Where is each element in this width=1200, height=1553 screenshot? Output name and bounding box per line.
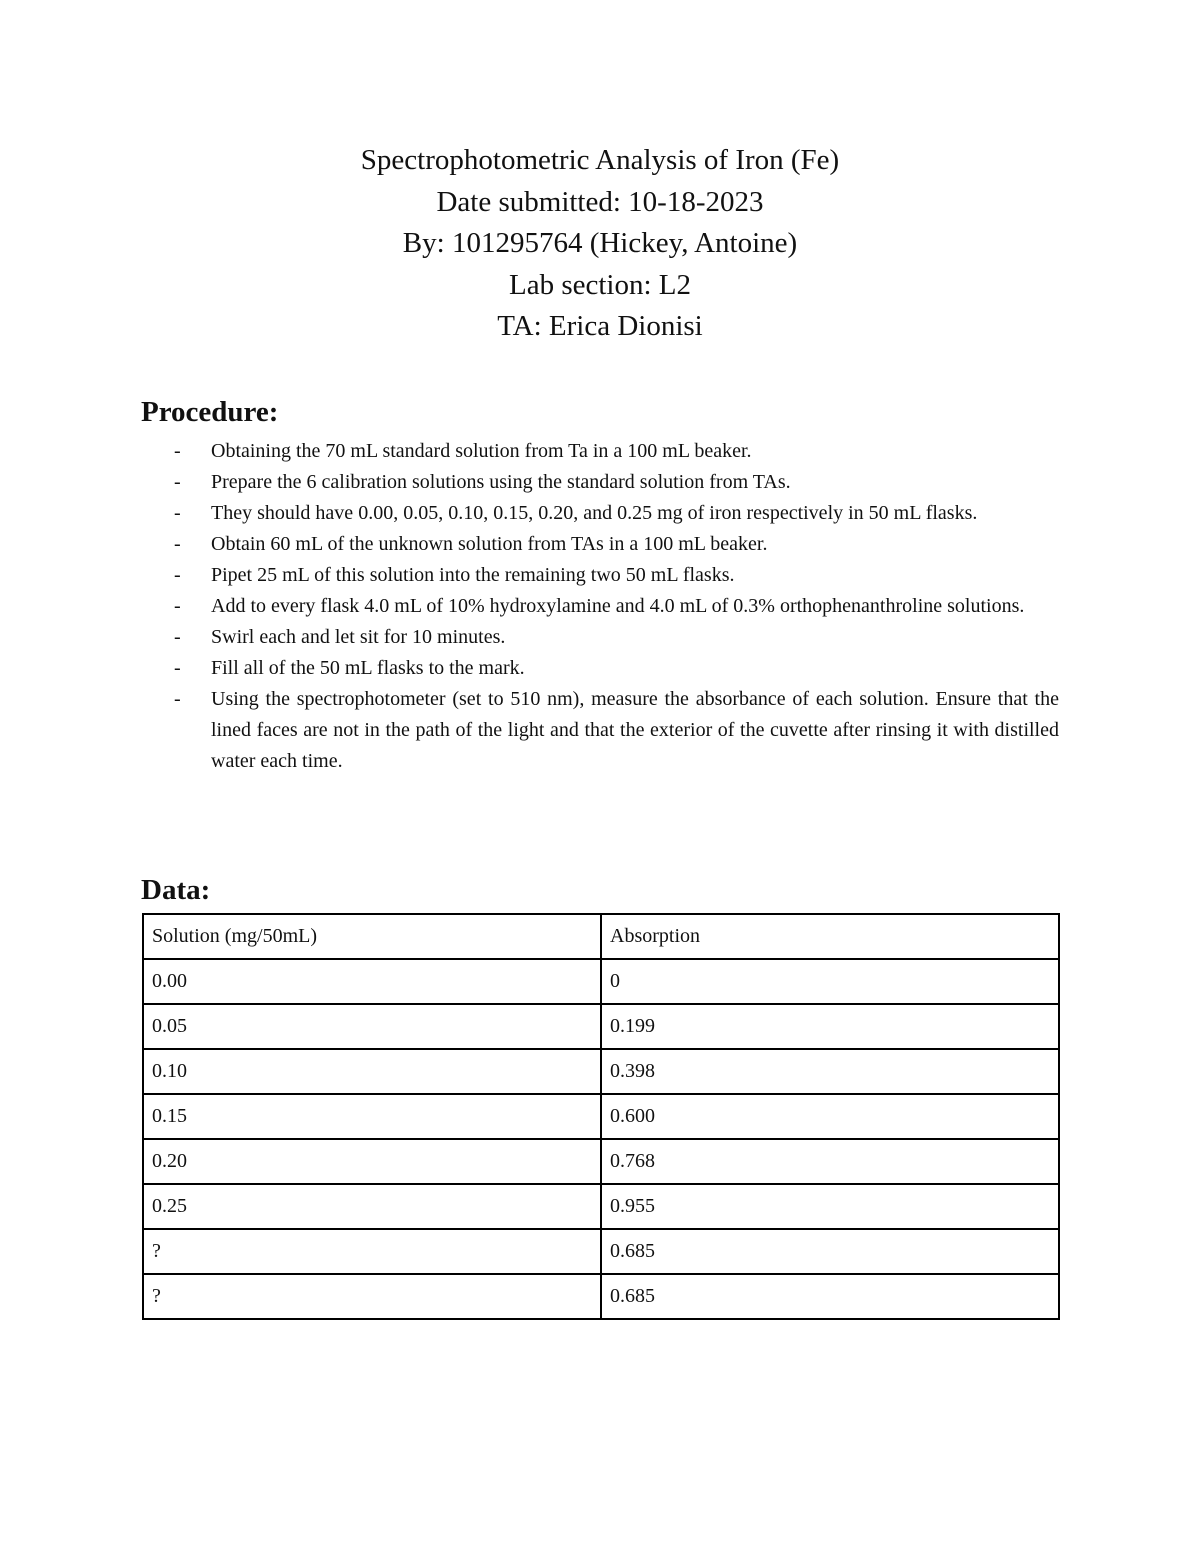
procedure-step	[174, 436, 1059, 467]
procedure-step-text: Add to every flask 4.0 mL of 10% hydroxylamine and 4.0 mL of 0.3% orthophenanthroline solutions.	[211, 595, 1025, 617]
document-title: Spectrophotometric Analysis of Iron (Fe)	[360, 144, 840, 176]
data-heading: Data:	[141, 874, 211, 906]
bullet-dash: -	[174, 657, 181, 679]
data-table	[142, 913, 1060, 1320]
table-row	[143, 1184, 1059, 1229]
ta-line: TA: Erica Dionisi	[497, 310, 703, 342]
absorption-cell: 0.600	[601, 1094, 1059, 1139]
absorption-cell: 0.685	[601, 1274, 1059, 1319]
solution-cell: 0.25	[143, 1184, 601, 1229]
table-row	[143, 1094, 1059, 1139]
absorption-cell: 0.768	[601, 1139, 1059, 1184]
absorption-cell: 0.398	[601, 1049, 1059, 1094]
table-row	[143, 1049, 1059, 1094]
procedure-step	[174, 591, 1059, 622]
bullet-dash: -	[174, 471, 181, 493]
column-header-solution: Solution (mg/50mL)	[143, 914, 601, 959]
procedure-step	[174, 684, 1059, 777]
solution-cell: 0.10	[143, 1049, 601, 1094]
bullet-dash: -	[174, 595, 181, 617]
absorption-cell: 0.685	[601, 1229, 1059, 1274]
table-row	[143, 1229, 1059, 1274]
bullet-dash: -	[174, 502, 181, 524]
solution-cell: 0.15	[143, 1094, 601, 1139]
procedure-step	[174, 622, 1059, 653]
procedure-step-text: Pipet 25 mL of this solution into the remaining two 50 mL flasks.	[211, 564, 735, 586]
solution-cell: 0.05	[143, 1004, 601, 1049]
table-row	[143, 1004, 1059, 1049]
procedure-step	[174, 467, 1059, 498]
procedure-step-text: Obtain 60 mL of the unknown solution from TAs in a 100 mL beaker.	[211, 533, 768, 555]
table-row	[143, 959, 1059, 1004]
document-header	[0, 140, 1200, 348]
lab-section-line: Lab section: L2	[508, 268, 691, 301]
solution-cell: 0.20	[143, 1139, 601, 1184]
absorption-cell: 0	[601, 959, 1059, 1004]
table-row	[143, 1274, 1059, 1319]
absorption-cell: 0.199	[601, 1004, 1059, 1049]
procedure-step	[174, 653, 1059, 684]
solution-cell: ?	[143, 1229, 601, 1274]
bullet-dash: -	[174, 440, 181, 462]
absorption-cell: 0.955	[601, 1184, 1059, 1229]
procedure-step-text: Swirl each and let sit for 10 minutes.	[211, 626, 506, 648]
bullet-dash: -	[174, 533, 181, 555]
procedure-step-text: Obtaining the 70 mL standard solution from Ta in a 100 mL beaker.	[211, 440, 752, 462]
procedure-step-text: Fill all of the 50 mL flasks to the mark.	[211, 657, 525, 679]
procedure-step-text: Using the spectrophotometer (set to 510 nm), measure the absorbance of each solution. Ensure that the lined faces are not in the path of the light and that the exterior of the cuvette after rinsing it with distilled water each time.	[211, 688, 1059, 772]
solution-cell: ?	[143, 1274, 601, 1319]
solution-cell: 0.00	[143, 959, 601, 1004]
table-row	[143, 1139, 1059, 1184]
procedure-step	[174, 529, 1059, 560]
table-header-row	[143, 914, 1059, 959]
bullet-dash: -	[174, 626, 181, 648]
bullet-dash: -	[174, 688, 181, 710]
bullet-dash: -	[174, 564, 181, 586]
procedure-step	[174, 560, 1059, 591]
procedure-step-text: Prepare the 6 calibration solutions using the standard solution from TAs.	[211, 471, 791, 493]
procedure-step-text: They should have 0.00, 0.05, 0.10, 0.15, 0.20, and 0.25 mg of iron respectively in 50 mL flasks.	[211, 502, 978, 524]
procedure-list	[174, 436, 1059, 777]
procedure-step	[174, 498, 1059, 529]
date-submitted: Date submitted: 10-18-2023	[436, 185, 764, 218]
column-header-absorption: Absorption	[601, 914, 1059, 959]
procedure-heading: Procedure:	[141, 396, 279, 428]
author-line: By: 101295764 (Hickey, Antoine)	[402, 227, 798, 259]
